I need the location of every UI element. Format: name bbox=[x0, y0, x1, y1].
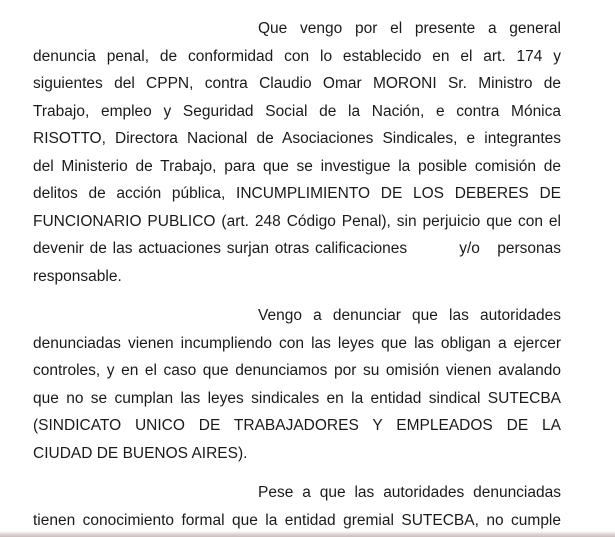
document-body bbox=[33, 15, 561, 534]
paragraph-line: Pese a que las autoridades denunciadas bbox=[258, 484, 561, 501]
paragraph-line: Vengo a denunciar que las autoridades bbox=[258, 307, 561, 324]
page-bottom-edge bbox=[0, 531, 615, 537]
paragraph-line: del Ministerio de Trabajo, para que se investigue la posible comisión de bbox=[33, 157, 561, 175]
paragraph-line: FUNCIONARIO PUBLICO (art. 248 Código Penal), sin perjuicio que con el bbox=[33, 212, 561, 230]
paragraph-2 bbox=[33, 302, 561, 467]
paragraph-line: devenir de las actuaciones surjan otras calificaciones y/o personas bbox=[33, 240, 561, 257]
paragraph-gap bbox=[33, 290, 561, 302]
paragraph-line: tienen conocimiento formal que la entidad gremial SUTECBA, no cumple bbox=[33, 511, 561, 529]
paragraph-line: denuncia penal, de conformidad con lo establecido en el art. 174 y bbox=[33, 47, 561, 65]
paragraph-1 bbox=[33, 15, 561, 290]
paragraph-line: CIUDAD DE BUENOS AIRES). bbox=[33, 444, 248, 462]
paragraph-line: RISOTTO, Directora Nacional de Asociaciones Sindicales, e integrantes bbox=[33, 130, 561, 147]
paragraph-line: denunciadas vienen incumpliendo con las leyes que las obligan a ejercer bbox=[33, 334, 561, 352]
paragraph-line: (SINDICATO UNICO DE TRABAJADORES Y EMPLEADOS DE LA bbox=[33, 417, 561, 434]
paragraph-line: Trabajo, empleo y Seguridad Social de la Nación, e contra Mónica bbox=[33, 102, 561, 120]
paragraph-line: responsable. bbox=[33, 267, 122, 285]
paragraph-3 bbox=[33, 479, 561, 534]
paragraph-gap bbox=[33, 467, 561, 479]
paragraph-line: delitos de acción pública, INCUMPLIMIENTO DE LOS DEBERES DE bbox=[33, 185, 561, 202]
paragraph-line: controles, y en el caso que denunciamos por su omisión vienen avalando bbox=[33, 362, 561, 379]
paragraph-line: Que vengo por el presente a general bbox=[258, 20, 561, 37]
paragraph-line: que no se cumplan las leyes sindicales en la entidad sindical SUTECBA bbox=[33, 389, 561, 407]
paragraph-line: siguientes del CPPN, contra Claudio Omar MORONI Sr. Ministro de bbox=[33, 75, 561, 92]
